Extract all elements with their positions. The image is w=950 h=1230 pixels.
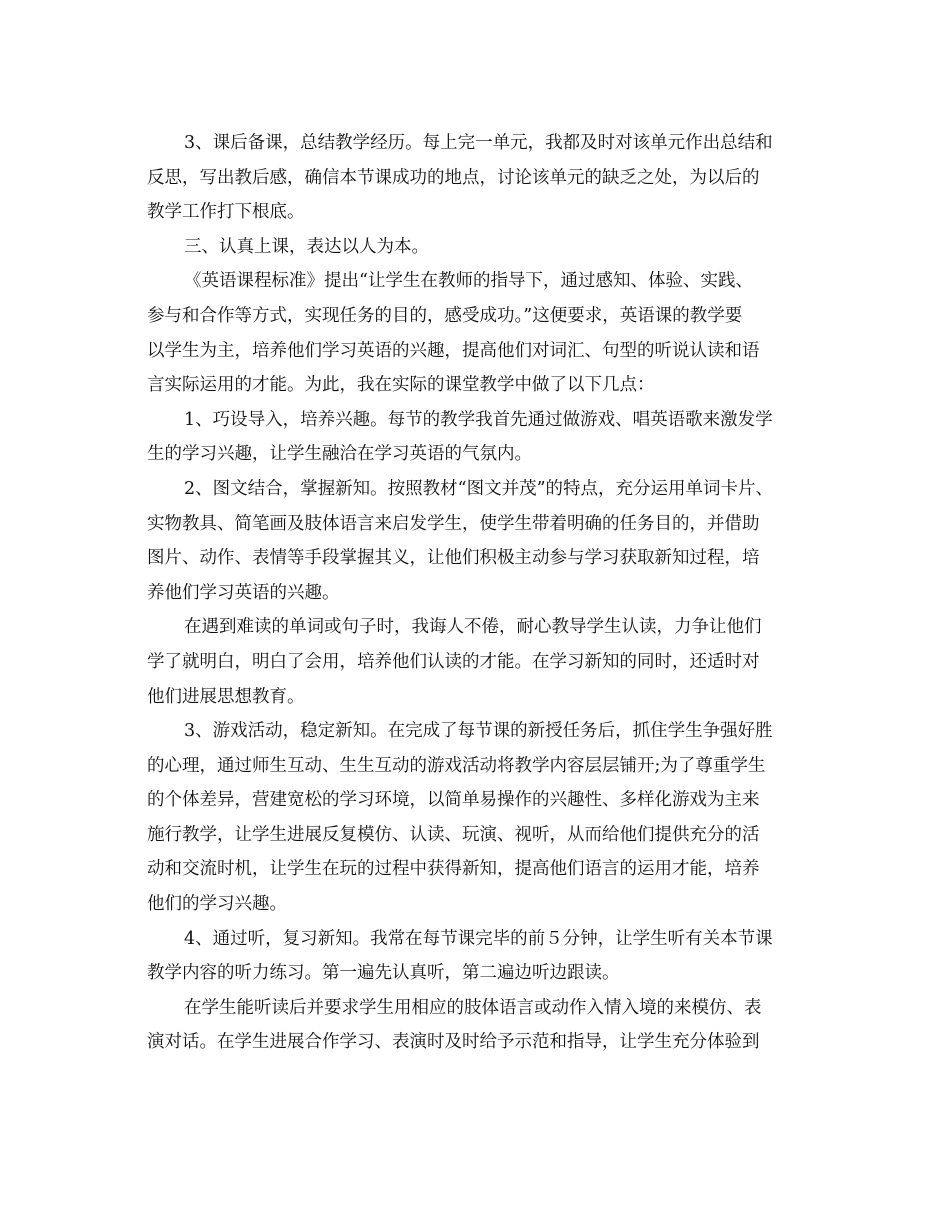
paragraph-5 xyxy=(0,472,950,610)
paragraph-8 xyxy=(0,922,950,991)
paragraph-4 xyxy=(0,403,950,472)
text-line: 动和交流时机，让学生在玩的过程中获得新知，提高他们语言的运用才能，培养 xyxy=(147,859,760,880)
paragraph-9 xyxy=(0,991,950,1060)
paragraph-7 xyxy=(0,714,950,922)
text-line: 反思，写出教后感，确信本节课成功的地点，讨论该单元的缺乏之处，为以后的 xyxy=(147,167,760,188)
paragraph-6 xyxy=(0,610,950,714)
text-line: 2、图文结合，掌握新知。按照教材“图文并茂”的特点，充分运用单词卡片、 xyxy=(184,478,774,499)
text-line: 言实际运用的才能。为此，我在实际的课堂教学中做了以下几点： xyxy=(147,375,655,396)
text-line: 《英语课程标准》提出“让学生在教师的指导下，通过感知、体验、实践、 xyxy=(184,271,753,292)
text-line: 他们进展思想教育。 xyxy=(147,686,305,707)
text-line: 在学生能听读后并要求学生用相应的肢体语言或动作入情入境的来模仿、表 xyxy=(184,997,762,1018)
text-line: 的个体差异，营建宽松的学习环境，以简单易操作的兴趣性、多样化游戏为主来 xyxy=(147,790,760,811)
text-line: 他们的学习兴趣。 xyxy=(147,894,287,915)
text-line: 施行教学，让学生进展反复模仿、认读、玩演、视听，从而给他们提供充分的活 xyxy=(147,824,760,845)
text-line: 图片、动作、表情等手段掌握其义，让他们积极主动参与学习获取新知过程，培 xyxy=(147,548,760,569)
text-line: 在遇到难读的单词或句子时，我诲人不倦，耐心教导学生认读，力争让他们 xyxy=(184,617,762,638)
text-line: 演对话。在学生进展合作学习、表演时及时给予示范和指导，让学生充分体验到 xyxy=(147,1032,760,1053)
text-line: 教学工作打下根底。 xyxy=(147,202,305,223)
paragraph-1 xyxy=(0,126,950,230)
text-line: 以学生为主，培养他们学习英语的兴趣，提高他们对词汇、句型的听说认读和语 xyxy=(147,340,760,361)
text-line: 生的学习兴趣，让学生融洽在学习英语的气氛内。 xyxy=(147,444,532,465)
text-line: 教学内容的听力练习。第一遍先认真听，第二遍边听边跟读。 xyxy=(147,963,620,984)
text-line: 1、巧设导入，培养兴趣。每节的教学我首先通过做游戏、唱英语歌来激发学 xyxy=(184,409,773,430)
text-line: 三、认真上课，表达以人为本。 xyxy=(184,236,429,257)
text-line: 学了就明白，明白了会用，培养他们认读的才能。在学习新知的同时，还适时对 xyxy=(147,651,760,672)
text-line: 的心理，通过师生互动、生生互动的游戏活动将教学内容层层铺开;为了尊重学生 xyxy=(147,755,766,776)
text-line: 4、通过听，复习新知。我常在每节课完毕的前５分钟，让学生听有关本节课 xyxy=(184,928,773,949)
text-line: 养他们学习英语的兴趣。 xyxy=(147,582,340,603)
text-line: 参与和合作等方式，实现任务的目的，感受成功。”这便要求，英语课的教学要 xyxy=(147,305,743,326)
section-heading xyxy=(0,230,950,265)
text-line: 实物教具、简笔画及肢体语言来启发学生，使学生带着明确的任务目的，并借助 xyxy=(147,513,760,534)
text-line: 3、课后备课，总结教学经历。每上完一单元，我都及时对该单元作出总结和 xyxy=(184,133,773,153)
text-line: 3、游戏活动，稳定新知。在完成了每节课的新授任务后，抓住学生争强好胜 xyxy=(184,721,773,742)
paragraph-3 xyxy=(0,264,950,402)
